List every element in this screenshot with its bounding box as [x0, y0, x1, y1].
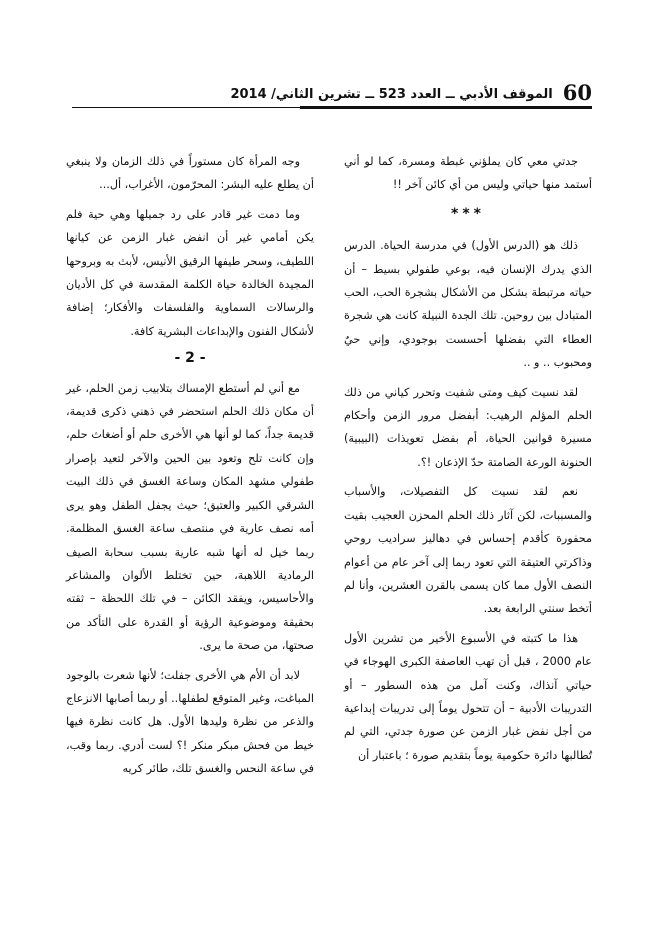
paragraph: جدتي معي كان يملؤني غبطة ومسرة، كما لو أني أستمد منها حياتي وليس من أي كائن آخر !!	[344, 155, 592, 192]
paragraph: وجه المرأة كان مستوراً في ذلك الزمان ولا ينبغي أن يطلع عليه البشر: المحرّمون، الأغراب، أل...	[66, 155, 314, 192]
section-separator: ***	[451, 205, 485, 222]
running-head: الموقف الأدبي ــ العدد 523 ــ تشرين الثاني/ 2014	[230, 87, 553, 102]
paragraph: نعم لقد نسيت كل التفصيلات، والأسباب والمسببات، لكن آثار ذلك الحلم المحزن العجيب بقيت محفورة كأقدم إحساس في دهاليز سراديب روحي وذاكرتي العتيقة التي تعود ربما إلى آخر عام من أعوام النصف الأول مما كان يسمى بالقرن العشرين، وأنا لم أتخط سنتي الرابعة بعد.	[344, 485, 592, 616]
paragraph: لابد أن الأم هي الأخرى جفلت؛ لأنها شعرت بالوجود المباغت، وغير المتوقع لطفلها.. أو ربما أصابها الانزعاج والذعر من نظرة وليدها الأول. هل كانت نظرة فيها خيط من فحش مبكر منكر !؟ لست أدري. ربما وقب، في ساعة النحس والغسق تلك، طائر كريه	[66, 668, 314, 776]
page-number: 60	[562, 80, 592, 105]
paragraph: لقد نسيت كيف ومتى شفيت وتحرر كياني من ذلك الحلم المؤلم الرهيب: أبفضل مرور الزمن وأحكام مسيرة قوانين الحياة، أم بفضل تعويذات (البيبية) الحنونة الورعة الصامتة حدّ الإذعان !؟.	[344, 385, 592, 469]
paragraph: وما دمت غير قادر على رد جميلها وهي حية فلم يكن أمامي غير أن انفض غبار الزمن عن كيانها اللطيف، وسحر طيفها الرقيق الأنيس، لأبث به وبروحها المجيدة الخالدة حياة الكلمة المقدسة في كل الأديان والرسالات السماوية والفلسفات والأفكار؛ إضافة لأشكال الفنون والإبداعات البشرية كافة.	[66, 207, 314, 338]
right-column	[344, 150, 592, 767]
paragraph: مع أني لم أستطع الإمساك بتلابيب زمن الحلم، غير أن مكان ذلك الحلم استحضر في ذهني ذكرى قديمة، قديمة جداً، كما لو أنها هي الأخرى حلم أو أضغاث حلم، وإن كانت تلح وتعود بين الحين والآخر لتعيد بإصرار طفولي مشهد المكان وساعة الغسق في ذلك البيت الشرقي الكبير والعتيق؛ حيث يجفل الطفل وهو يرى أمه نصف عارية في منتصف ساعة الغسق المظلمة. ربما خيل له أنها شبه عارية بسبب سحابة الصيف الرمادية اللاهبة، حين تختلط الألوان والمشاعر والأحاسيس، ويفقد الكائن – في تلك اللحظة – ثقته بحقيقة وموضوعية الرؤية أو القدرة على التأكد من صحتها، من صحة ما يرى.	[66, 381, 314, 653]
left-column	[66, 150, 314, 781]
header-rule-thick	[300, 106, 592, 109]
header-rule-thin	[72, 107, 300, 108]
section-number: - 2 -	[174, 350, 206, 367]
paragraph: هذا ما كتبته في الأسبوع الأخير من تشرين الأول عام 2000 ، قبل أن تهب العاصفة الكبرى الهوجاء في حياتي آنذاك، وكنت آمل من هذه السطور – أو التدريبات الأدبية – أن تتحول يوماً إلى تدريبات إبداعية من أجل نفض غبار الزمن عن صورة جدتي، التي لم تُطالبها دائرة حكومية يوماً بتقديم صورة ؛ باعتبار أن	[344, 631, 592, 762]
page-header	[72, 78, 592, 104]
paragraph: ذلك هو (الدرس الأول) في مدرسة الحياة. الدرس الذي يدرك الإنسان فيه، بوعي طفولي بسيط – أن حياته مرتبطة بشكل من الأشكال بشجرة الحب، الحب المتبادل بين روحين. تلك الجدة النبيلة كانت هي شجرة العطاء التي بفضلها أحسست بوجودي، وإني حيٌ ومحبوب .. و ..	[344, 239, 592, 370]
